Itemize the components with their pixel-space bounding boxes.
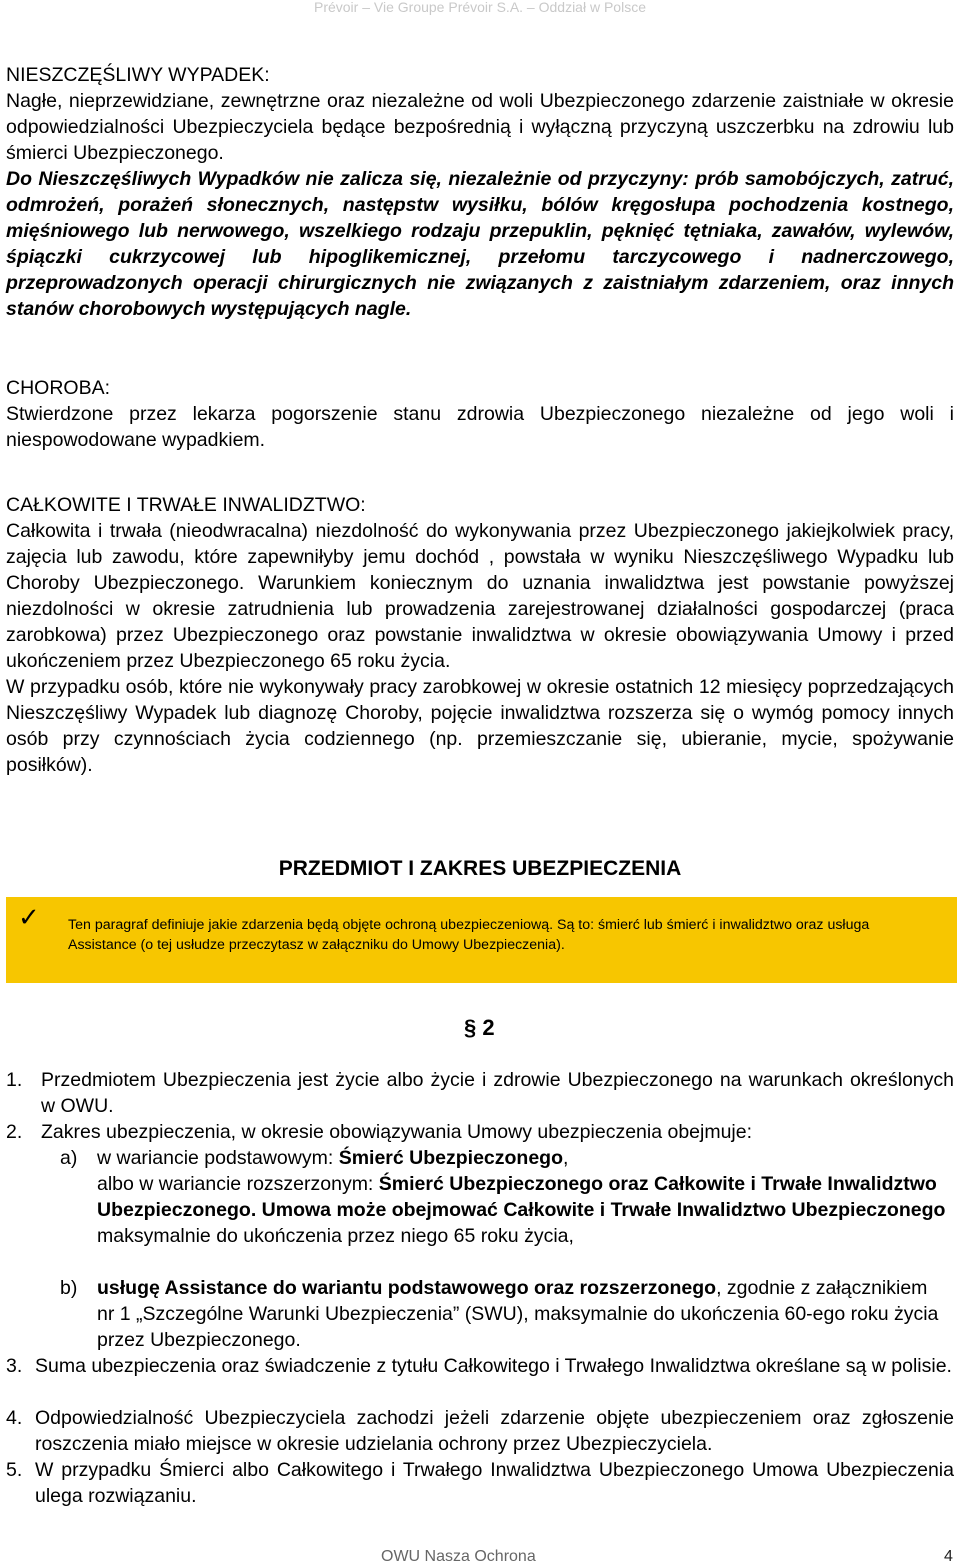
item-text: W przypadku Śmierci albo Całkowitego i Trwałego Inwalidztwa Ubezpieczonego Umowa Ubezpieczenia ulega rozwiązaniu. [35,1459,954,1507]
choroba-section [6,375,954,453]
inwalidztwo-section [6,492,954,778]
choroba-heading: CHOROBA: [6,377,111,399]
inwalidztwo-heading: CAŁKOWITE I TRWAŁE INWALIDZTWO: [6,494,366,516]
item-number: 2. [6,1121,23,1143]
inwalidztwo-extension: W przypadku osób, które nie wykonywały pracy zarobkowej w okresie ostatnich 12 miesięcy poprzedzających Nieszczęśliwy Wypadek lub diagnozę Choroby, pojęcie inwalidztwa rozszerza się o wymóg pomocy innych osób przy czynnościach życia codziennego (np. przemieszczanie się, ubieranie, mycie, spożywanie posiłków). [6,676,954,776]
sub-item-pre: w wariancie podstawowym: [97,1147,339,1169]
item-number: 1. [6,1069,23,1091]
choroba-definition: Stwierdzone przez lekarza pogorszenie stanu zdrowia Ubezpieczonego niezależne od jego woli i niespowodowane wypadkiem. [6,403,954,451]
nw-definition: Nagłe, nieprzewidziane, zewnętrzne oraz niezależne od woli Ubezpieczonego zdarzenie zaistniałe w okresie odpowiedzialności Ubezpieczyciela będące bezpośrednią i wyłączną przyczyną uszczerbku na zdrowiu lub śmierci Ubezpieczonego. [6,90,954,164]
inwalidztwo-definition: Całkowita i trwała (nieodwracalna) niezdolność do wykonywania przez Ubezpieczonego jakiejkolwiek pracy, zajęcia lub zawodu, które zapewniłyby jemu dochód , powstała w wyniku Nieszczęśliwego Wypadku lub Choroby Ubezpieczonego. Warunkiem koniecznym do uznania inwalidztwa jest powstanie powyższej niezdolności w okresie zatrudnienia lub prowadzenia zarejestrowanej działalności gospodarczej (praca zarobkowa) przez Ubezpieczonego oraz powstanie inwalidztwa w okresie obowiązywania Umowy i przed ukończeniem przez Ubezpieczonego 65 roku życia. [6,520,954,672]
nw-exclusions: Do Nieszczęśliwych Wypadków nie zalicza się, niezależnie od przyczyny: prób samobójczych, zatruć, odmrożeń, porażeń słonecznych, następstw wysiłku, bólów kręgosłupa pochodzenia kostnego, mięśniowego lub nerwowego, wszelkiego rodzaju przepuklin, pęknięć tętniaka, zawałów, wylewów, śpiączki cukrzycowej lub hipoglikemicznej, przełomu tarczycowego i nadnerczowego, przeprowadzonych operacji chirurgicznych nie związanych z zaistniałym zdarzeniem, oraz innych stanów chorobowych występujących nagle. [6,168,954,320]
note-text: Ten paragraf definiuje jakie zdarzenia będą objęte ochroną ubezpieczeniową. Są to: śmierć lub śmierć i inwalidztwo oraz usługa Assistance (o tej usłudze przeczytasz w załączniku do Umowy Ubezpieczenia). [68,917,870,953]
item-number: 5. [6,1459,23,1481]
item-text: Suma ubezpieczenia oraz świadczenie z tytułu Całkowitego i Trwałego Inwalidztwa określane są w polisie. [35,1355,952,1377]
sub-item-post: maksymalnie do ukończenia przez niego 65 roku życia, [97,1225,574,1247]
item-number: 4. [6,1407,23,1429]
footer-title: OWU Nasza Ochrona [381,1548,536,1565]
page-number: 4 [944,1548,953,1565]
sub-item-pre: albo w wariancie rozszerzonym: [97,1173,379,1195]
check-icon: ✓ [18,902,40,932]
nw-heading: NIESZCZĘŚLIWY WYPADEK: [6,64,270,86]
sub-item-text [97,1275,947,1353]
page-header: Prévoir – Vie Groupe Prévoir S.A. – Oddział w Polsce [313,0,646,15]
paragraph-mark: § 2 [464,1015,495,1040]
sub-item-bold: Śmierć Ubezpieczonego oraz Całkowite i Trwałe Inwalidztwo Ubezpieczonego. Umowa może obejmować Całkowite i Trwałe Inwalidztwo Ubezpieczonego [97,1173,946,1221]
sub-item-post: , zgodnie z załącznikiem nr 1 „Szczególne Warunki Ubezpieczenia” (SWU), maksymalnie do ukończenia 60-ego roku życia przez Ubezpieczonego. [97,1277,939,1351]
sub-item-bold: usługę Assistance do wariantu podstawowego oraz rozszerzonego [97,1277,717,1299]
item-text: Przedmiotem Ubezpieczenia jest życie albo życie i zdrowie Ubezpieczonego na warunkach określonych w OWU. [41,1069,954,1117]
item-number: 3. [6,1355,23,1377]
sub-item-label: a) [60,1147,78,1169]
nw-section [6,62,954,322]
sub-item-text [97,1145,947,1249]
section-title: PRZEDMIOT I ZAKRES UBEZPIECZENIA [278,857,682,880]
sub-item-post: , [563,1147,569,1169]
sub-item-bold: Śmierć Ubezpieczonego [338,1147,563,1169]
item-text: Zakres ubezpieczenia, w okresie obowiązywania Umowy ubezpieczenia obejmuje: [41,1121,753,1143]
item-text: Odpowiedzialność Ubezpieczyciela zachodzi jeżeli zdarzenie objęte ubezpieczeniem oraz zgłoszenie roszczenia miało miejsce w okresie udzielania ochrony przez Ubezpieczyciela. [35,1407,954,1455]
sub-item-label: b) [60,1277,78,1299]
